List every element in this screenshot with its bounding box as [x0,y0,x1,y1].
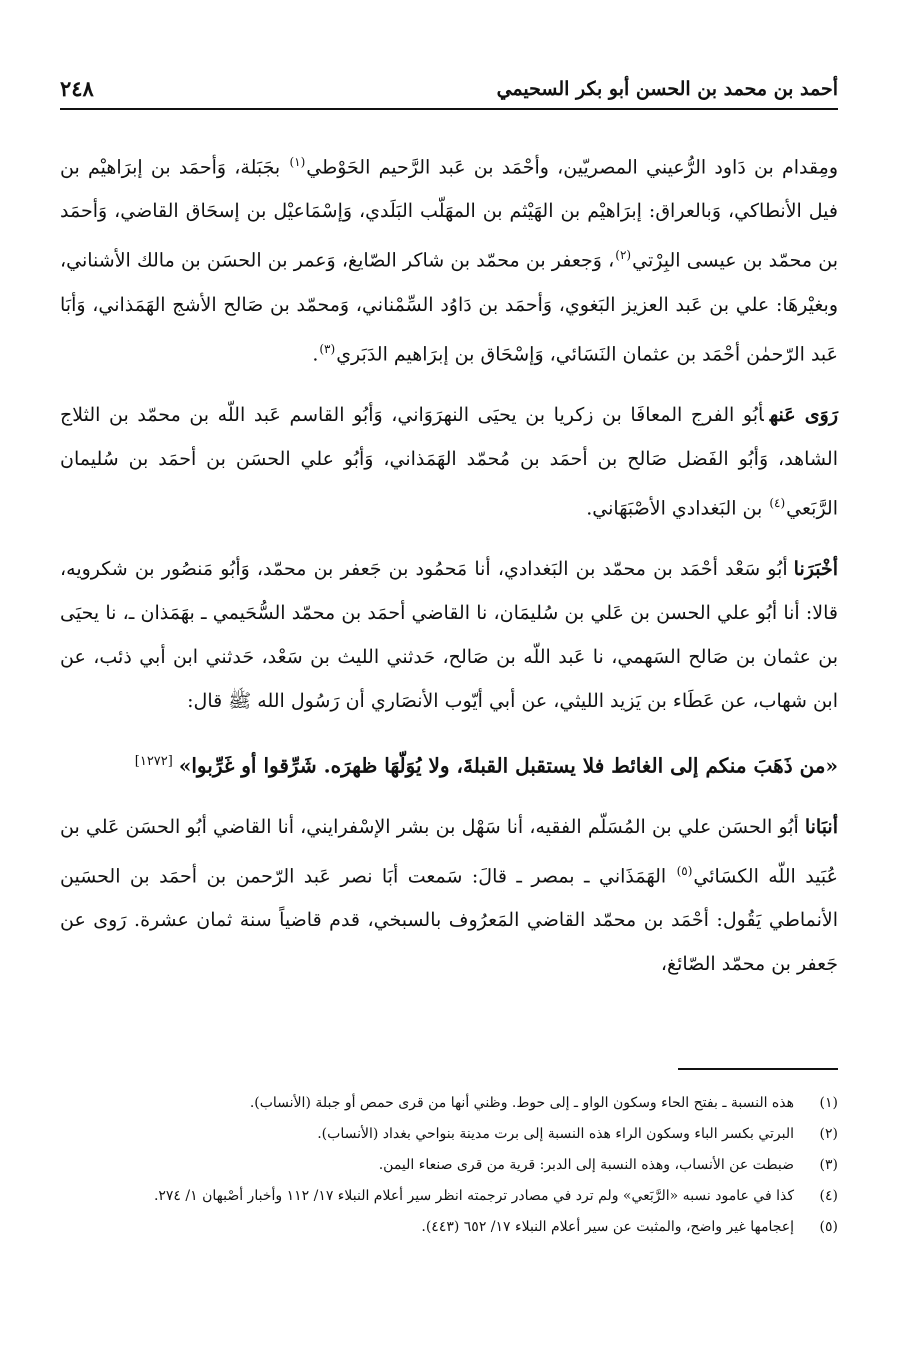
footnote-text: ضبطت عن الأنساب، وهذه النسبة إلى الدبر: قرية من قرى صنعاء اليمن. [378,1157,794,1173]
footnote-marker-4: (٤) [769,495,786,510]
text-segment: أبُو الفرج المعافَا بن زكريا بن يحيَى النهرَوَاني، وَأبُو القاسم عَبد اللّه بن محمّد بن الثلاج الشاهد، وَأبُو الفَضل صَالح بن أحمَد بن مُحمّد الهَمَذاني، وَأبُو علي الحسَن بن أحمَد بن سُليمان الرَّبَعي [60,403,838,520]
footnote-marker-1: (١) [289,155,306,169]
footnote-number: (١) [819,1095,838,1111]
footnote-divider [678,1068,838,1070]
paragraph-students [60,393,838,530]
footnote-text: البرتي بكسر الباء وسكون الراء هذه النسبة إلى برت مدينة بنواحي بغداد (الأنساب). [317,1126,794,1142]
paragraph-lead-word: أنبَانا [804,815,838,838]
text-segment: ، وَجعفر بن محمّد بن شاكر الصّايغ، وَعمر بن الحسَن بن مالك الأشناني، وبغيْرهَا: علي بن عَبد العزيز البَغوي، وَأحمَد بن دَاوُد السِّمْناني، وَمحمّد بن صَالح الأشج الهَمَذاني، وَأبَا عَبد الرّحمٰن أحْمَد بن عثمان النَسَائي، وَإسْحَاق بن إبرَاهيم الدَبَري [60,249,838,365]
hadith-reference-number: [١٢٧٢] [134,754,173,770]
running-title: أحمد بن محمد بن الحسن أبو بكر السحيمي [496,78,838,100]
page-number: ٢٤٨ [60,76,94,101]
paragraph-isnad [60,547,838,723]
footnote-number: (٤) [819,1188,838,1204]
footnote-marker-5: (٥) [676,863,693,878]
paragraph-lead-word: رَوَى عَنه [769,403,839,426]
footnote-number: (٥) [819,1219,838,1235]
footnote-number: (٣) [819,1157,838,1173]
main-text [60,140,838,1003]
hadith-text [60,740,838,788]
text-segment: . [312,342,319,365]
footnote-item [60,1212,838,1243]
footnote-text: كذا في عامود نسبه «الرَّبَعي» ولم ترد في مصادر ترجمته انظر سير أعلام النبلاء ١٧/ ١١٢ وأخبار أصْبهان ١/ ٢٧٤. [153,1188,794,1204]
text-segment: بن البَغدادي الأصْبَهَاني. [586,497,769,520]
text-segment: الهَمَذَاني ـ بمصر ـ قالَ: سَمعت أبَا نصر عَبد الرّحمن بن أحمَد بن الحسَين الأنماطي يَقُول: أحْمَد بن محمّد القاضي المَعرُوف بالسبخي، قدم قاضياً سنة ثمان عشرة. رَوى عن جَعفر بن محمّد الصّائغ، [60,865,838,976]
footnote-text: إعجامها غير واضح، والمثبت عن سير أعلام النبلاء ١٧/ ٦٥٢ (٤٤٣). [421,1219,794,1235]
text-segment: أبُو الحسَن علي بن المُسَلّم الفقيه، أنا سَهْل بن بشر الإسْفرايني، أنا القاضي أبُو الحسَن عَلي بن عُبَيد اللّه الكسَائي [60,815,839,888]
text-segment: بجَبَلة، وَأحمَد بن إبرَاهيْم بن فيل الأنطاكي، وَبالعراق: إبرَاهيْم بن الهَيْثم بن المهَلّب البَلَدي، وَإسْمَاعيْل بن إسحَاق القاضي، وَأحمَد بن محمّد بن عيسى البِرْتي [60,156,838,272]
footnote-marker-3: (٣) [319,341,336,356]
footnote-item [60,1150,838,1181]
paragraph-lead-word: أخْبَرَنا [793,558,838,581]
page-header [60,76,838,110]
paragraph-teachers [60,140,838,376]
footnote-item [60,1119,838,1150]
text-segment: أبُو سَعْد أحْمَد بن محمّد بن البَغدادي، أنا مَحمُود بن جَعفر بن محمّد، وَأبُو مَنصُور بن شكرويه، قالا: أنا أبُو علي الحسن بن عَلي بن سُليمَان، نا القاضي أحمَد بن محمّد السُّحَيمي ـ بهَمَذان ـ، نا يحيَى بن عثمان بن صَالح السَهمي، نا عَبد اللّه بن صَالح، حَدثني الليث بن سَعْد، حَدثني ابن أبي ذئب، عن ابن شهاب، عن عَطَاء بن يَزيد الليثي، عن أبي أيّوب الأنصَاري أن رَسُول الله ﷺ قال: [60,558,838,713]
footnote-item [60,1088,838,1119]
footnotes [60,1088,838,1243]
footnote-item [60,1181,838,1212]
hadith-matn: «من ذَهَبَ منكم إلى الغائط فلا يستقبل القبلةَ، ولا يُوَلّهَا ظهرَه. شَرِّقوا أو غَرِّبوا» [178,753,838,778]
text-segment: ومِقدام بن دَاود الرُّعيني المصريّين، وأحْمَد بن عَبد الرَّحيم الحَوْطي [306,156,838,179]
footnote-number: (٢) [819,1126,838,1142]
footnote-text: هذه النسبة ـ بفتح الحاء وسكون الواو ـ إلى حوط. وظني أنها من قرى حمص أو جبلة (الأنساب). [249,1095,794,1111]
footnote-marker-2: (٢) [615,248,632,263]
paragraph-biography [60,805,838,986]
